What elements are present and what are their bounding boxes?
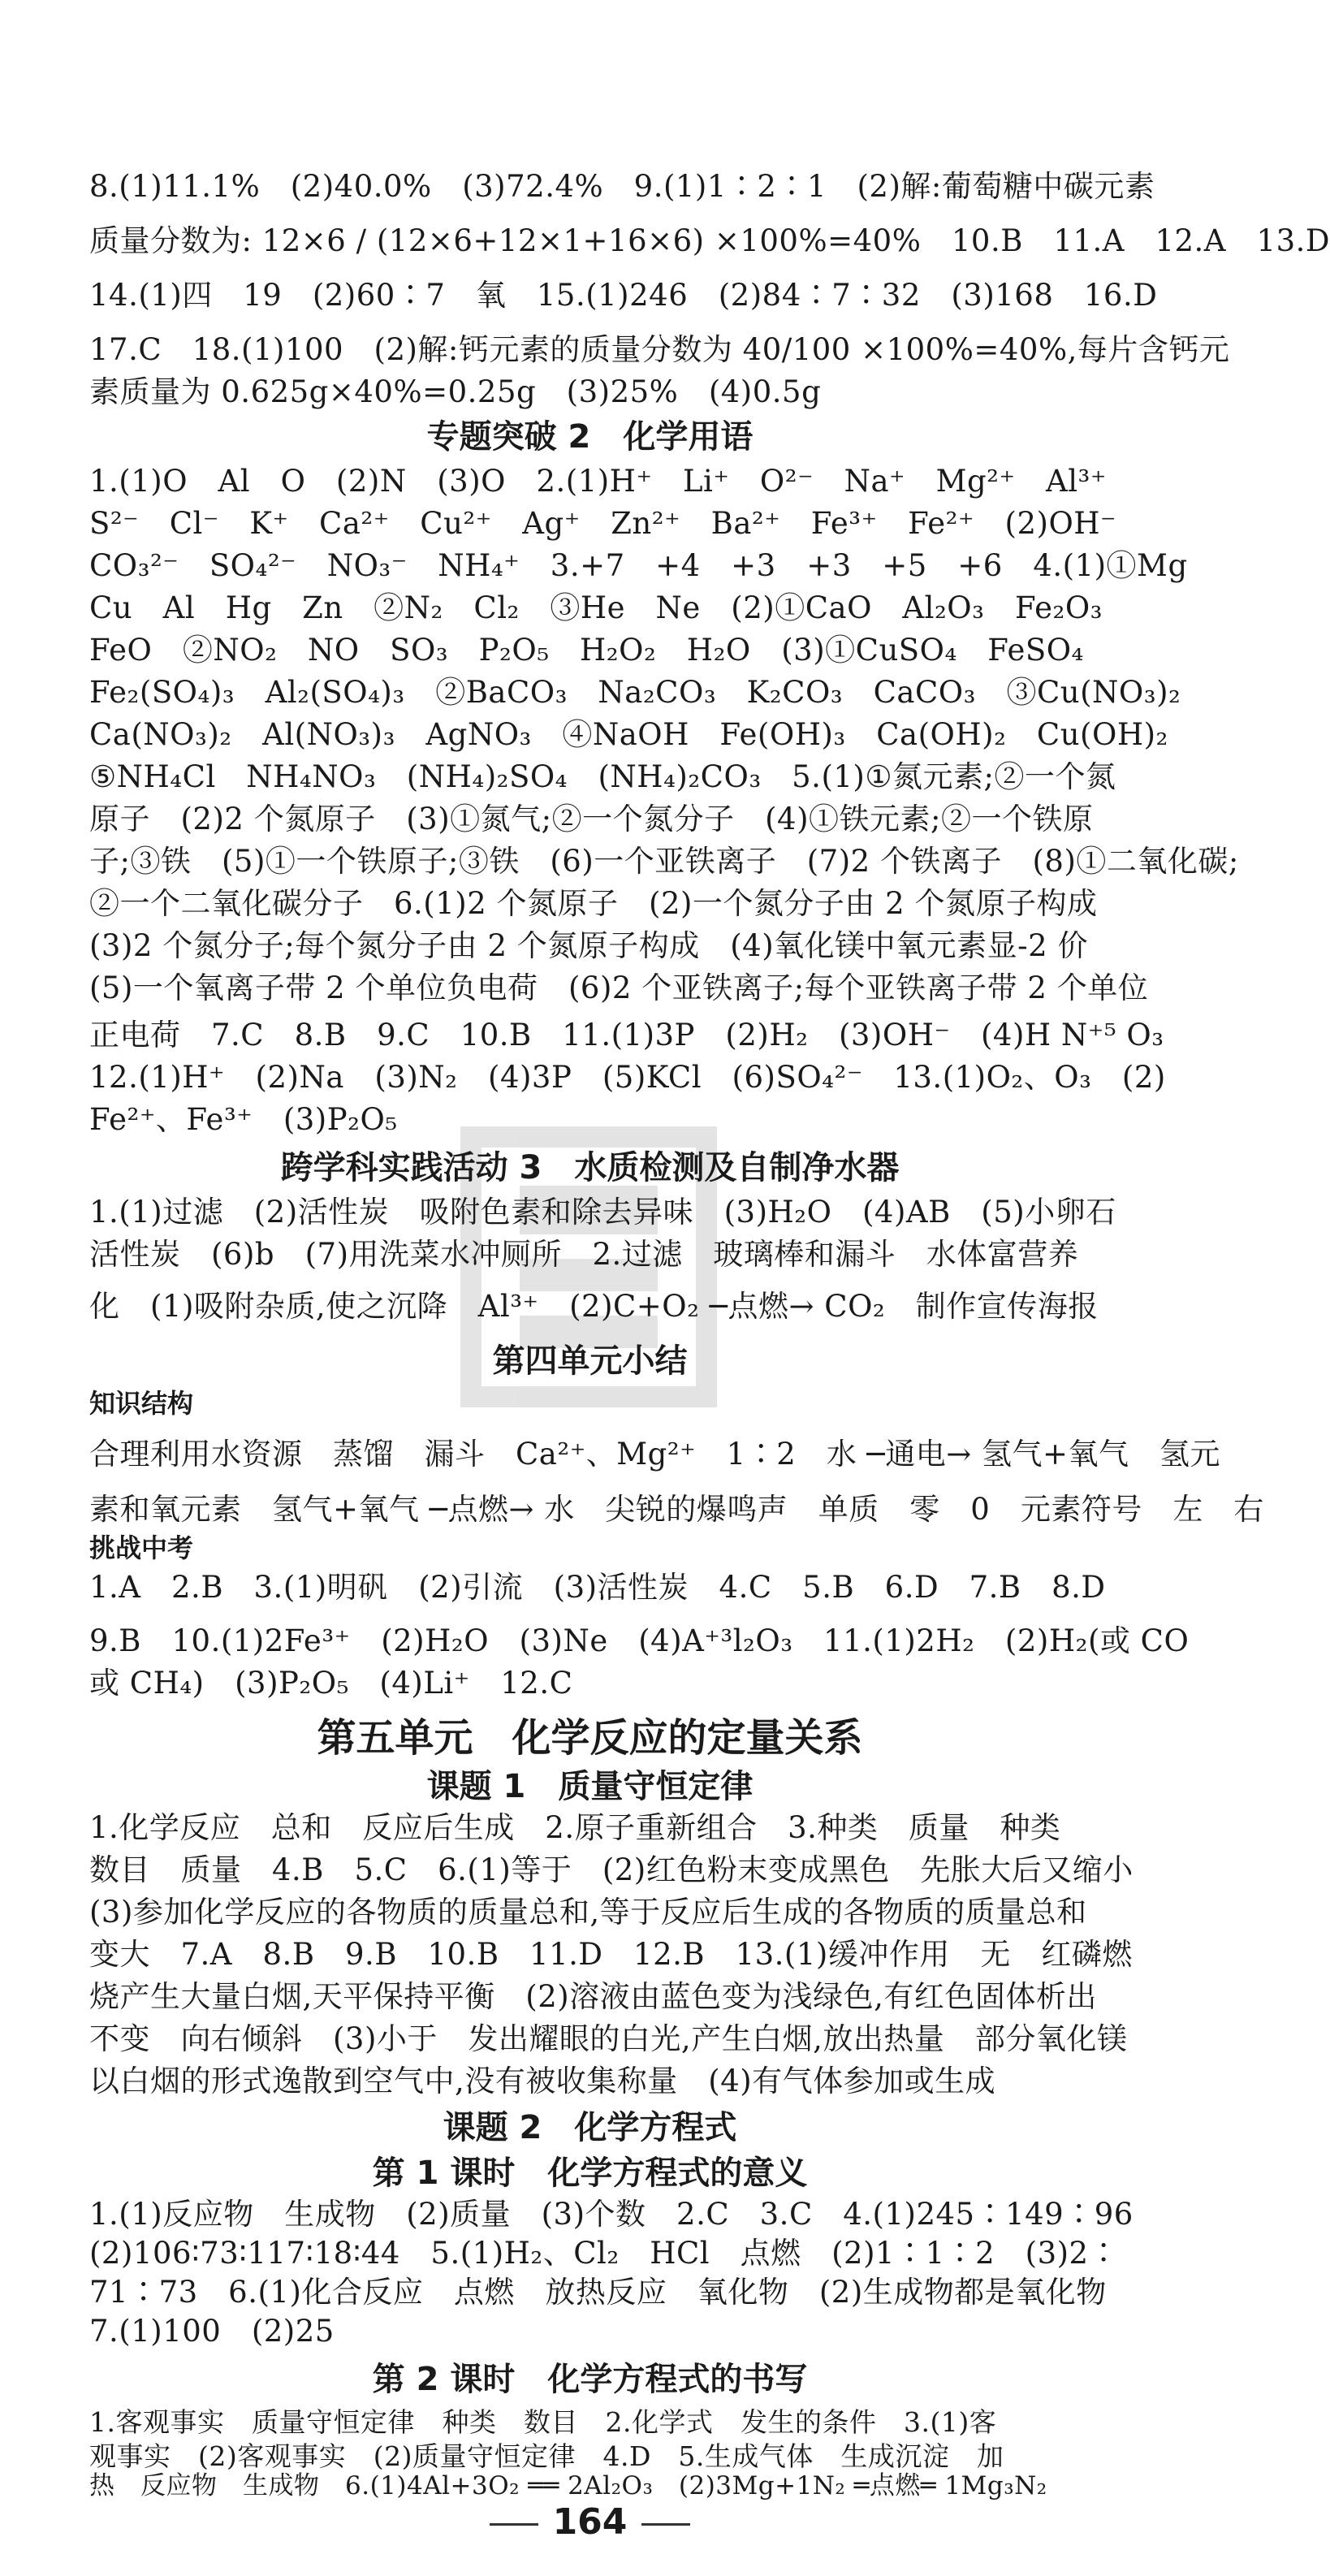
text-line: 原子 (2)2 个氮原子 (3)①氮气;②一个氮分子 (4)①铁元素;②一个铁原 xyxy=(89,802,1094,836)
lesson-heading: 课题 1 质量守恒定律 xyxy=(426,1768,754,1805)
text-line: 1.化学反应 总和 反应后生成 2.原子重新组合 3.种类 质量 种类 xyxy=(89,1810,1061,1845)
text-line: (3)参加化学反应的各物质的质量总和,等于反应后生成的各物质的质量总和 xyxy=(89,1895,1087,1930)
text-line: Fe₂(SO₄)₃ Al₂(SO₄)₃ ②BaCO₃ Na₂CO₃ K₂CO₃ CaCO₃ ③Cu(NO₃)₂ xyxy=(89,675,1181,710)
text-line: CO₃²⁻ SO₄²⁻ NO₃⁻ NH₄⁺ 3.+7 +4 +3 +3 +5 +6 4.(1)①Mg xyxy=(89,548,1188,583)
text-line: 以白烟的形式逸散到空气中,没有被收集称量 (4)有气体参加或生成 xyxy=(89,2064,996,2098)
text-line: (2)106∶73∶117∶18∶44 5.(1)H₂、Cl₂ HCl 点燃 (2)1∶1∶2 (3)2∶ xyxy=(89,2236,1120,2271)
text-line: 观事实 (2)客观事实 (2)质量守恒定律 4.D 5.生成气体 生成沉淀 加 xyxy=(89,2440,1004,2472)
text-line: 1.A 2.B 3.(1)明矾 (2)引流 (3)活性炭 4.C 5.B 6.D 7.B 8.D xyxy=(89,1570,1106,1605)
text-line: 12.(1)H⁺ (2)Na (3)N₂ (4)3P (5)KCl (6)SO₄²⁻ 13.(1)O₂、O₃ (2) xyxy=(89,1060,1166,1095)
lesson-heading: 第 1 课时 化学方程式的意义 xyxy=(372,2155,808,2192)
text-line: 1.(1)过滤 (2)活性炭 吸附色素和除去异味 (3)H₂O (4)AB (5)小卵石 xyxy=(89,1195,1116,1230)
text-line: Fe²⁺、Fe³⁺ (3)P₂O₅ xyxy=(89,1102,398,1137)
section-heading: 专题突破 2 化学用语 xyxy=(426,418,754,456)
text-line: 不变 向右倾斜 (3)小于 发出耀眼的白光,产生白烟,放出热量 部分氧化镁 xyxy=(89,2021,1128,2056)
text-line: Cu Al Hg Zn ②N₂ Cl₂ ③He Ne (2)①CaO Al₂O₃ Fe₂O₃ xyxy=(89,590,1103,625)
text-line: 14.(1)四 19 (2)60∶7 氧 15.(1)246 (2)84∶7∶32 (3)168 16.D xyxy=(89,278,1158,313)
text-line: (5)一个氧离子带 2 个单位负电荷 (6)2 个亚铁离子;每个亚铁离子带 2 个单位 xyxy=(89,970,1149,1005)
text-line: 素质量为 0.625g×40%=0.25g (3)25% (4)0.5g xyxy=(89,374,822,409)
text-line: 素和氧元素 氢气+氧气 ─点燃→ 水 尖锐的爆鸣声 单质 零 0 元素符号 左 右 xyxy=(89,1492,1264,1527)
text-line: ②一个二氧化碳分子 6.(1)2 个氮原子 (2)一个氮分子由 2 个氮原子构成 xyxy=(89,886,1098,921)
text-line: 活性炭 (6)b (7)用洗菜水冲厕所 2.过滤 玻璃棒和漏斗 水体富营养 xyxy=(89,1237,1079,1272)
lesson-heading: 第 2 课时 化学方程式的书写 xyxy=(372,2361,808,2398)
text-line: 1.客观事实 质量守恒定律 种类 数目 2.化学式 发生的条件 3.(1)客 xyxy=(89,2406,997,2438)
text-line: 9.B 10.(1)2Fe³⁺ (2)H₂O (3)Ne (4)A⁺³l₂O₃ 11.(1)2H₂ (2)H₂(或 CO xyxy=(89,1623,1190,1658)
page-number-dash-right xyxy=(641,2523,690,2526)
text-line: 热 反应物 生成物 6.(1)4Al+3O₂ ══ 2Al₂O₃ (2)3Mg+1N₂ ═点燃═ 1Mg₃N₂ xyxy=(89,2471,1047,2500)
page-number-value: 164 xyxy=(552,2501,628,2543)
text-line: 或 CH₄) (3)P₂O₅ (4)Li⁺ 12.C xyxy=(89,1666,573,1701)
text-line: 1.(1)O Al O (2)N (3)O 2.(1)H⁺ Li⁺ O²⁻ Na⁺ Mg²⁺ Al³⁺ xyxy=(89,464,1107,499)
text-line: 17.C 18.(1)100 (2)解:钙元素的质量分数为 40/100 ×100%=40%,每片含钙元 xyxy=(89,332,1230,367)
text-line: 正电荷 7.C 8.B 9.C 10.B 11.(1)3P (2)H₂ (3)OH⁻ (4)H N⁺⁵ O₃ xyxy=(89,1018,1164,1052)
text-line: 8.(1)11.1% (2)40.0% (3)72.4% 9.(1)1∶2∶1 (2)解:葡萄糖中碳元素 xyxy=(89,169,1155,204)
page-number xyxy=(0,2501,1180,2543)
text-line: 烧产生大量白烟,天平保持平衡 (2)溶液由蓝色变为浅绿色,有红色固体析出 xyxy=(89,1979,1097,2014)
text-line: 变大 7.A 8.B 9.B 10.B 11.D 12.B 13.(1)缓冲作用 无 红磷燃 xyxy=(89,1937,1133,1972)
text-line: (3)2 个氮分子;每个氮分子由 2 个氮原子构成 (4)氧化镁中氧元素显-2 价 xyxy=(89,928,1088,963)
lesson-heading: 课题 2 化学方程式 xyxy=(443,2109,737,2146)
text-line: 合理利用水资源 蒸馏 漏斗 Ca²⁺、Mg²⁺ 1∶2 水 ─通电→ 氢气+氧气 氢元 xyxy=(89,1437,1221,1472)
text-line: S²⁻ Cl⁻ K⁺ Ca²⁺ Cu²⁺ Ag⁺ Zn²⁺ Ba²⁺ Fe³⁺ Fe²⁺ (2)OH⁻ xyxy=(89,506,1117,541)
text-line: ⑤NH₄Cl NH₄NO₃ (NH₄)₂SO₄ (NH₄)₂CO₃ 5.(1)①氮元素;②一个氮 xyxy=(89,759,1116,794)
section-heading: 第四单元小结 xyxy=(492,1342,688,1380)
text-line: 数目 质量 4.B 5.C 6.(1)等于 (2)红色粉末变成黑色 先胀大后又缩小 xyxy=(89,1852,1134,1887)
text-line: 化 (1)吸附杂质,使之沉降 Al³⁺ (2)C+O₂ ─点燃→ CO₂ 制作宣传海报 xyxy=(89,1289,1099,1324)
page-number-dash-left xyxy=(490,2523,538,2526)
text-line: 71∶73 6.(1)化合反应 点燃 放热反应 氧化物 (2)生成物都是氧化物 xyxy=(89,2275,1107,2310)
text-line: 质量分数为: 12×6 / (12×6+12×1+16×6) ×100%=40% 10.B 11.A 12.A 13.D xyxy=(89,223,1330,258)
text-line: 子;③铁 (5)①一个铁原子;③铁 (6)一个亚铁离子 (7)2 个铁离子 (8)①二氧化碳; xyxy=(89,844,1239,879)
text-line: FeO ②NO₂ NO SO₃ P₂O₅ H₂O₂ H₂O (3)①CuSO₄ FeSO₄ xyxy=(89,633,1084,668)
subsection-label: 挑战中考 xyxy=(89,1532,194,1563)
text-line: 7.(1)100 (2)25 xyxy=(89,2314,335,2349)
text-line: 1.(1)反应物 生成物 (2)质量 (3)个数 2.C 3.C 4.(1)245∶149∶96 xyxy=(89,2197,1134,2232)
text-line: Ca(NO₃)₂ Al(NO₃)₃ AgNO₃ ④NaOH Fe(OH)₃ Ca(OH)₂ Cu(OH)₂ xyxy=(89,717,1168,752)
section-heading: 跨学科实践活动 3 水质检测及自制净水器 xyxy=(280,1149,900,1186)
subsection-label: 知识结构 xyxy=(89,1388,194,1419)
unit-heading: 第五单元 化学反应的定量关系 xyxy=(317,1715,863,1761)
